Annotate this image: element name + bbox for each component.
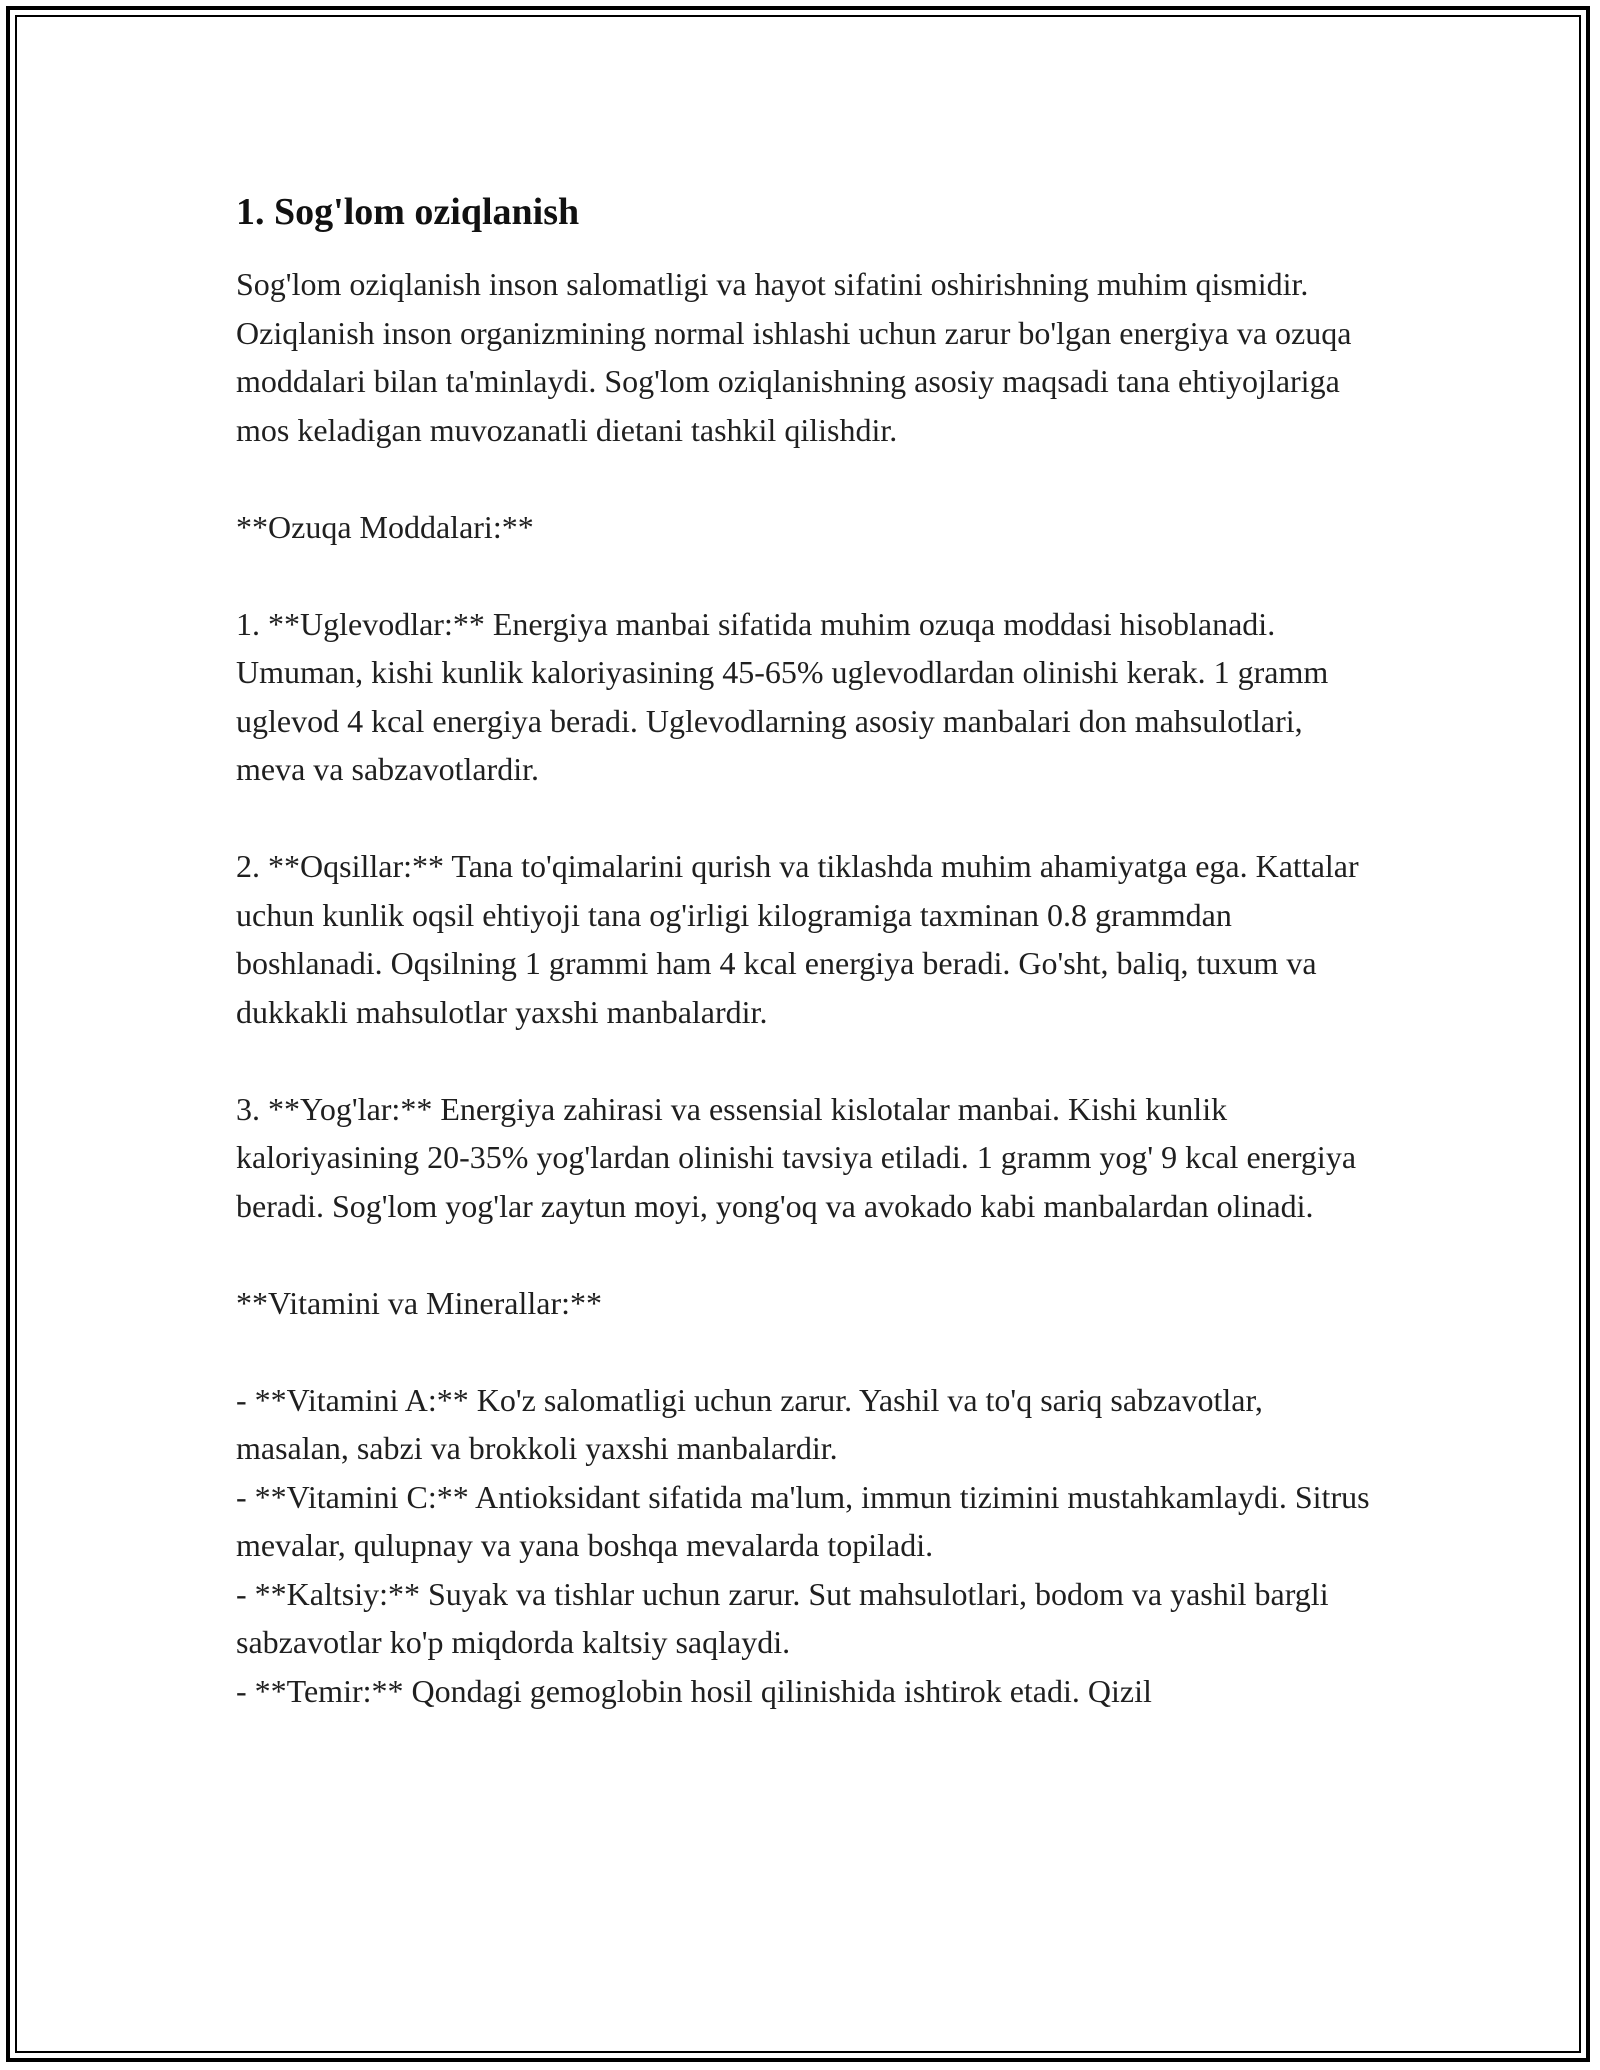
mineral-item-calcium: - **Kaltsiy:** Suyak va tishlar uchun zarur. Sut mahsulotlari, bodom va yashil bargli sabzavotlar ko'p miqdorda kaltsiy saqlaydi.: [236, 1575, 1337, 1660]
nutrient-item-proteins: 2. **Oqsillar:** Tana to'qimalarini qurish va tiklashda muhim ahamiyatga ega. Kattalar uchun kunlik oqsil ehtiyoji tana og'irligi kilogramiga taxminan 0.8 grammdan boshlanadi. Oqsilning 1 grammi ham 4 kcal energiya beradi. Go'sht, baliq, tuxum va dukkakli mahsulotlar yaxshi manbalardir.: [236, 848, 1367, 1030]
vitamin-item-a: - **Vitamini A:** Ko'z salomatligi uchun zarur. Yashil va to'q sariq sabzavotlar, masalan, sabzi va brokkoli yaxshi manbalardir.: [236, 1381, 1271, 1466]
nutrient-item-carbohydrates: 1. **Uglevodlar:** Energiya manbai sifatida muhim ozuqa moddasi hisoblanadi. Umuman, kishi kunlik kaloriyasining 45-65% uglevodlardan olinishi kerak. 1 gramm uglevod 4 kcal energiya beradi. Uglevodlarning asosiy manbalari don mahsulotlari, meva va sabzavotlardir.: [236, 605, 1337, 787]
vitamin-item-c: - **Vitamini C:** Antioksidant sifatida ma'lum, immun tizimini mustahkamlaydi. Sitrus mevalar, qulupnay va yana boshqa mevalarda topiladi.: [236, 1478, 1378, 1563]
section-heading: 1. Sog'lom oziqlanish: [236, 191, 580, 233]
paragraph-gap: [236, 1327, 1376, 1376]
document-body: [236, 186, 1376, 1715]
paragraph-gap: [236, 1036, 1376, 1085]
nutrients-heading: **Ozuqa Moddalari:**: [236, 508, 534, 545]
paragraph-gap: [236, 454, 1376, 503]
paragraph-gap: [236, 551, 1376, 600]
mineral-item-iron: - **Temir:** Qondagi gemoglobin hosil qilinishida ishtirok etadi. Qizil: [236, 1672, 1152, 1709]
vitamins-heading: **Vitamini va Minerallar:**: [236, 1284, 602, 1321]
paragraph-gap: [236, 794, 1376, 843]
paragraph-gap: [236, 1230, 1376, 1279]
intro-paragraph: Sog'lom oziqlanish inson salomatligi va hayot sifatini oshirishning muhim qismidir. Oziqlanish inson organizmining normal ishlashi uchun zarur bo'lgan energiya va ozuqa moddalari bilan ta'minlaydi. Sog'lom oziqlanishning asosiy maqsadi tana ehtiyojlariga mos keladigan muvozanatli dietani tashkil qilishdir.: [236, 266, 1360, 448]
nutrient-item-fats: 3. **Yog'lar:** Energiya zahirasi va essensial kislotalar manbai. Kishi kunlik kaloriyasining 20-35% yog'lardan olinishi tavsiya etiladi. 1 gramm yog' 9 kcal energiya beradi. Sog'lom yog'lar zaytun moyi, yong'oq va avokado kabi manbalardan olinadi.: [236, 1090, 1365, 1224]
